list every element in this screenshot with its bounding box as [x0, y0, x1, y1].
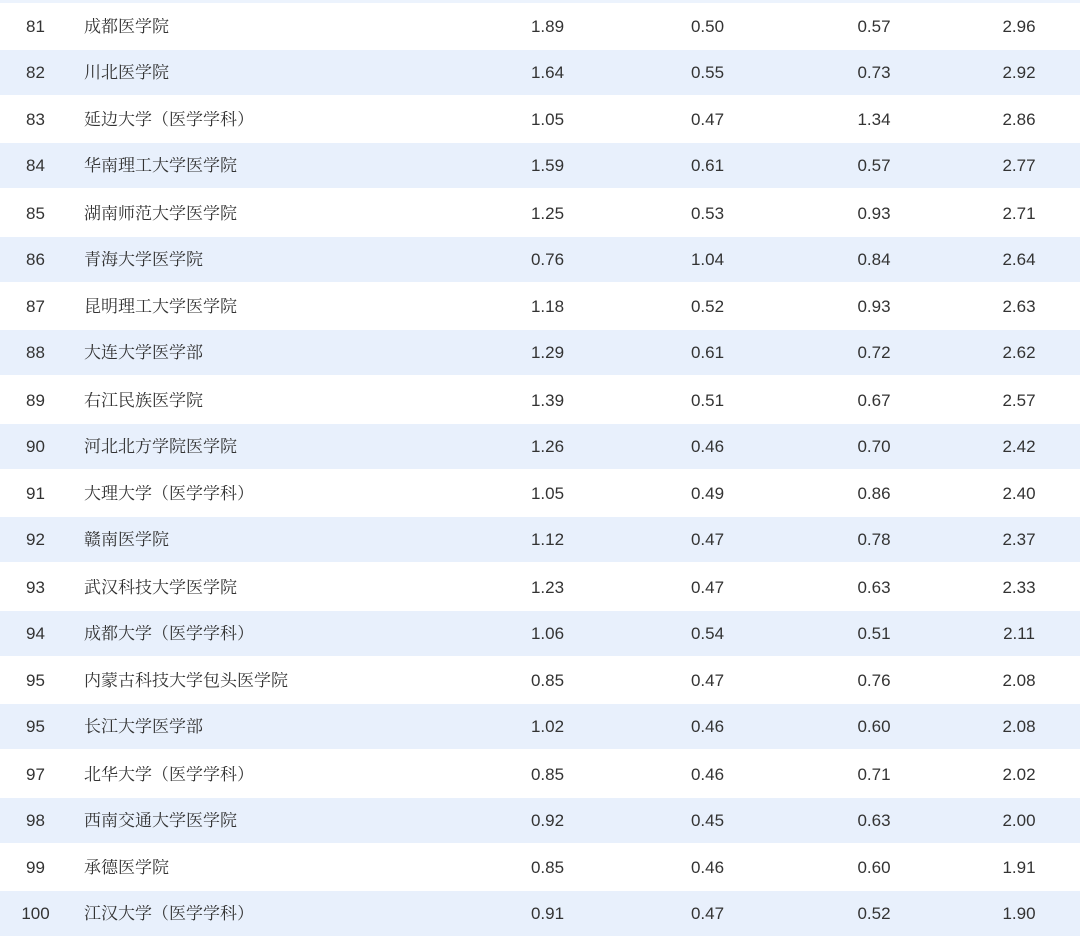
value-cell: 2.86	[1002, 111, 1036, 129]
name-cell: 武汉科技大学医学院	[84, 578, 237, 596]
value-cell: 0.60	[857, 859, 891, 877]
name-cell: 北华大学（医学学科）	[84, 765, 254, 783]
value-cell: 1.23	[530, 578, 565, 596]
value-cell: 0.91	[530, 905, 565, 923]
table-row	[0, 3, 1080, 50]
value-cell: 0.76	[857, 672, 891, 690]
table-row	[0, 330, 1080, 377]
value-cell: 1.26	[530, 437, 565, 455]
name-cell: 昆明理工大学医学院	[84, 298, 237, 316]
value-cell: 1.90	[1002, 905, 1036, 923]
name-cell: 承德医学院	[84, 859, 169, 877]
rank-cell: 92	[26, 531, 45, 549]
value-cell: 0.52	[690, 298, 725, 316]
rank-cell: 81	[26, 17, 45, 35]
table-row	[0, 471, 1080, 518]
value-cell: 1.25	[530, 204, 565, 222]
rank-cell: 91	[26, 485, 45, 503]
value-cell: 0.76	[530, 250, 565, 268]
value-cell: 1.05	[530, 111, 565, 129]
value-cell: 0.61	[690, 157, 725, 175]
name-cell: 大理大学（医学学科）	[84, 485, 254, 503]
value-cell: 2.57	[1002, 391, 1036, 409]
value-cell: 1.18	[530, 298, 565, 316]
name-cell: 西南交通大学医学院	[84, 811, 237, 829]
value-cell: 0.57	[857, 157, 891, 175]
rank-cell: 85	[26, 204, 45, 222]
name-cell: 江汉大学（医学学科）	[84, 905, 254, 923]
value-cell: 1.05	[530, 485, 565, 503]
value-cell: 0.60	[857, 718, 891, 736]
value-cell: 2.37	[1002, 531, 1036, 549]
value-cell: 0.47	[690, 111, 725, 129]
rank-cell: 94	[26, 624, 45, 642]
value-cell: 0.67	[857, 391, 891, 409]
rank-cell: 93	[26, 578, 45, 596]
table-row	[0, 50, 1080, 97]
rank-cell: 86	[26, 250, 45, 268]
value-cell: 0.85	[530, 859, 565, 877]
name-cell: 内蒙古科技大学包头医学院	[84, 672, 288, 690]
value-cell: 2.96	[1002, 17, 1036, 35]
value-cell: 0.63	[857, 811, 891, 829]
value-cell: 0.85	[530, 765, 565, 783]
table-row	[0, 237, 1080, 284]
rank-cell: 90	[26, 437, 45, 455]
value-cell: 0.47	[690, 531, 725, 549]
name-cell: 右江民族医学院	[84, 391, 203, 409]
table-row	[0, 284, 1080, 331]
value-cell: 0.63	[857, 578, 891, 596]
name-cell: 赣南医学院	[84, 531, 169, 549]
value-cell: 1.91	[1002, 859, 1036, 877]
value-cell: 0.84	[857, 250, 891, 268]
name-cell: 湖南师范大学医学院	[84, 204, 237, 222]
value-cell: 0.49	[690, 485, 725, 503]
rank-cell: 95	[26, 718, 45, 736]
value-cell: 0.54	[690, 624, 725, 642]
value-cell: 1.89	[530, 17, 565, 35]
value-cell: 0.86	[857, 485, 891, 503]
rank-cell: 97	[26, 765, 45, 783]
value-cell: 1.34	[857, 111, 891, 129]
value-cell: 0.93	[857, 204, 891, 222]
value-cell: 2.08	[1002, 718, 1036, 736]
table-row	[0, 97, 1080, 144]
value-cell: 1.29	[530, 344, 565, 362]
rank-cell: 89	[26, 391, 45, 409]
value-cell: 0.51	[857, 624, 891, 642]
value-cell: 1.02	[530, 718, 565, 736]
value-cell: 2.64	[1002, 250, 1036, 268]
value-cell: 1.12	[530, 531, 565, 549]
table-row	[0, 751, 1080, 798]
value-cell: 0.53	[690, 204, 725, 222]
rank-cell: 87	[26, 298, 45, 316]
name-cell: 华南理工大学医学院	[84, 157, 237, 175]
rank-cell: 83	[26, 111, 45, 129]
ranking-table-body	[0, 3, 1080, 938]
value-cell: 0.50	[690, 17, 725, 35]
table-row	[0, 564, 1080, 611]
value-cell: 0.52	[857, 905, 891, 923]
rank-cell: 84	[26, 157, 45, 175]
value-cell: 0.93	[857, 298, 891, 316]
table-row	[0, 845, 1080, 892]
value-cell: 1.04	[690, 250, 725, 268]
table-row	[0, 424, 1080, 471]
value-cell: 1.39	[530, 391, 565, 409]
table-row	[0, 377, 1080, 424]
value-cell: 2.71	[1002, 204, 1036, 222]
table-row	[0, 891, 1080, 938]
value-cell: 1.59	[530, 157, 565, 175]
value-cell: 2.92	[1002, 63, 1036, 81]
value-cell: 2.77	[1002, 157, 1036, 175]
value-cell: 0.70	[857, 437, 891, 455]
value-cell: 0.47	[690, 672, 725, 690]
value-cell: 0.47	[690, 905, 725, 923]
value-cell: 0.85	[530, 672, 565, 690]
table-row	[0, 517, 1080, 564]
table-row	[0, 798, 1080, 845]
value-cell: 2.62	[1002, 344, 1036, 362]
value-cell: 0.92	[530, 811, 565, 829]
name-cell: 青海大学医学院	[84, 250, 203, 268]
name-cell: 长江大学医学部	[84, 718, 203, 736]
name-cell: 大连大学医学部	[84, 344, 203, 362]
value-cell: 0.45	[690, 811, 725, 829]
name-cell: 川北医学院	[84, 63, 169, 81]
value-cell: 0.57	[857, 17, 891, 35]
name-cell: 成都大学（医学学科）	[84, 624, 254, 642]
table-row	[0, 143, 1080, 190]
value-cell: 1.06	[530, 624, 565, 642]
value-cell: 0.73	[857, 63, 891, 81]
table-row	[0, 611, 1080, 658]
value-cell: 0.51	[690, 391, 725, 409]
value-cell: 2.08	[1002, 672, 1036, 690]
value-cell: 0.71	[857, 765, 891, 783]
rank-cell: 98	[26, 811, 45, 829]
value-cell: 2.02	[1002, 765, 1036, 783]
name-cell: 成都医学院	[84, 17, 169, 35]
value-cell: 2.11	[1003, 624, 1035, 642]
value-cell: 0.46	[690, 765, 725, 783]
table-row	[0, 658, 1080, 705]
value-cell: 0.61	[690, 344, 725, 362]
name-cell: 延边大学（医学学科）	[84, 111, 254, 129]
value-cell: 0.55	[690, 63, 725, 81]
table-row	[0, 190, 1080, 237]
value-cell: 0.72	[857, 344, 891, 362]
value-cell: 0.78	[857, 531, 891, 549]
rank-cell: 100	[21, 905, 50, 923]
value-cell: 2.33	[1002, 578, 1036, 596]
rank-cell: 82	[26, 63, 45, 81]
value-cell: 2.63	[1002, 298, 1036, 316]
value-cell: 2.40	[1002, 485, 1036, 503]
value-cell: 2.42	[1002, 437, 1036, 455]
rank-cell: 99	[26, 859, 45, 877]
value-cell: 0.46	[690, 718, 725, 736]
rank-cell: 95	[26, 672, 45, 690]
value-cell: 2.00	[1002, 811, 1036, 829]
rank-cell: 88	[26, 344, 45, 362]
table-row	[0, 704, 1080, 751]
value-cell: 1.64	[530, 63, 565, 81]
name-cell: 河北北方学院医学院	[84, 437, 237, 455]
value-cell: 0.46	[690, 437, 725, 455]
value-cell: 0.46	[690, 859, 725, 877]
value-cell: 0.47	[690, 578, 725, 596]
